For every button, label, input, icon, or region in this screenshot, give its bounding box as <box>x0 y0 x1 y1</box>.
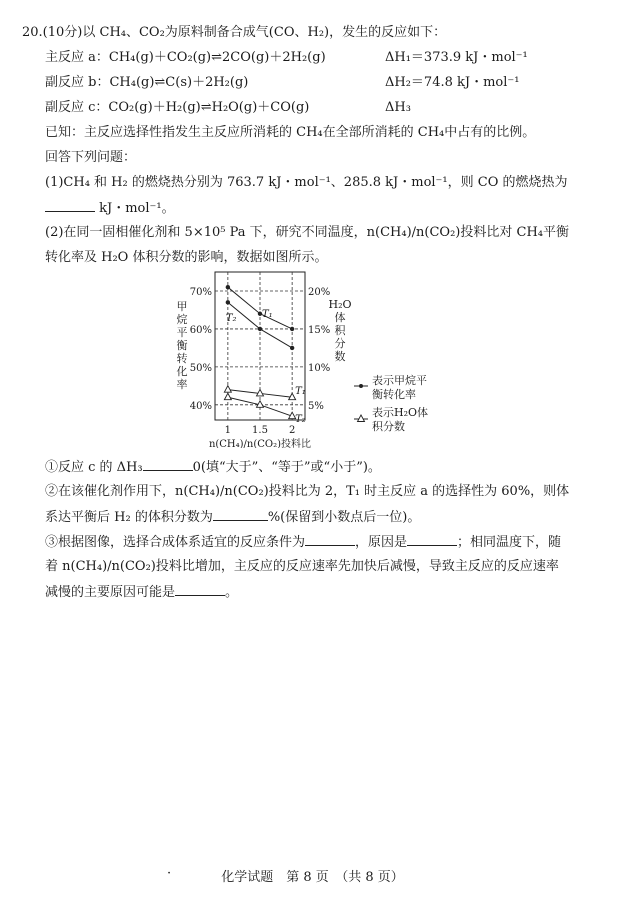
legend-triangle <box>358 415 365 422</box>
data-point <box>226 300 230 304</box>
q1-line1: (1)CH₄ 和 H₂ 的燃烧热分别为 763.7 kJ・mol⁻¹、285.8 kJ・mol⁻¹，则 CO 的燃烧热为 <box>45 175 568 190</box>
page-dot: · <box>167 866 172 881</box>
x-axis-label: n(CH₄)/n(CO₂)投料比 <box>208 439 312 448</box>
q2-line1: (2)在同一固相催化剂和 5×10⁵ Pa 下，研究不同温度，n(CH₄)/n(CO₂)投料比对 CH₄平衡 <box>45 225 569 240</box>
known-note: 已知：主反应选择性指发生主反应所消耗的 CH₄在全部所消耗的 CH₄中占有的比例。 <box>45 125 536 140</box>
answer-blank[interactable] <box>305 533 355 546</box>
right-tick-label: 10% <box>308 362 331 374</box>
answer-blank[interactable] <box>143 458 193 471</box>
series-label: T₁ <box>262 308 273 320</box>
sub2-line2: 系达平衡后 H₂ 的体积分数为 %(保留到小数点后一位)。 <box>45 510 421 525</box>
reaction-a-dh: ΔH₁＝373.9 kJ・mol⁻¹ <box>385 50 528 65</box>
legend-label: 表示甲烷平 <box>372 374 427 387</box>
x-tick-label: 1 <box>224 425 232 436</box>
sub3-line2: 着 n(CH₄)/n(CO₂)投料比增加，主反应的反应速率先加快后减慢，导致主反应的反应速率 <box>45 559 559 574</box>
legend-dot <box>359 384 363 388</box>
left-axis-label-char: 平 <box>176 326 188 339</box>
reaction-a: 主反应 a：CH₄(g)＋CO₂(g)⇌2CO(g)＋2H₂(g) <box>45 50 326 65</box>
page-footer: 化学试题 第 8 页 （共 8 页） <box>221 870 404 885</box>
series-label: T₂ <box>295 414 306 426</box>
right-axis-label-char: 数 <box>334 350 346 363</box>
legend-label: 积分数 <box>372 420 405 433</box>
data-point <box>290 327 294 331</box>
series-label: T₂ <box>225 313 237 325</box>
answer-blank[interactable] <box>213 508 268 521</box>
question-header: 20.(10分)以 CH₄、CO₂为原料制备合成气(CO、H₂)，发生的反应如下： <box>22 25 447 40</box>
legend-label: 表示H₂O体 <box>372 406 429 419</box>
right-axis-label-char: 积 <box>334 324 346 337</box>
left-tick-label: 60% <box>189 324 212 336</box>
answer-blank[interactable] <box>407 533 457 546</box>
reaction-b-dh: ΔH₂＝74.8 kJ・mol⁻¹ <box>385 75 520 90</box>
left-axis-label-char: 化 <box>176 365 188 378</box>
data-point <box>224 386 231 393</box>
sub3-line3: 减慢的主要原因可能是 。 <box>45 585 239 600</box>
left-axis-label-char: 转 <box>176 352 188 365</box>
right-axis-label-char: 分 <box>334 337 346 350</box>
reaction-c: 副反应 c：CO₂(g)＋H₂(g)⇌H₂O(g)＋CO(g) <box>45 100 310 115</box>
data-point <box>224 393 231 400</box>
left-tick-label: 70% <box>189 286 212 298</box>
right-axis-label-char: 体 <box>334 311 346 324</box>
data-point <box>226 285 230 289</box>
x-tick-label: 1.5 <box>252 425 268 436</box>
right-axis-label-char: H₂O <box>328 298 352 311</box>
left-axis-label-char: 衡 <box>176 339 188 352</box>
left-tick-label: 50% <box>189 362 212 374</box>
left-axis-label-char: 甲 <box>176 300 188 313</box>
q1-line2: kJ・mol⁻¹。 <box>45 199 175 218</box>
prompt: 回答下列问题： <box>45 150 137 165</box>
x-tick-label: 2 <box>288 425 296 436</box>
legend-label: 衡转化率 <box>372 388 416 401</box>
right-tick-label: 15% <box>308 324 331 336</box>
left-axis-label-char: 烷 <box>176 313 188 326</box>
answer-blank[interactable] <box>175 583 225 596</box>
data-point <box>258 327 262 331</box>
answer-blank[interactable] <box>45 199 95 212</box>
reaction-b: 副反应 b：CH₄(g)⇌C(s)＋2H₂(g) <box>45 75 249 90</box>
data-point <box>290 346 294 350</box>
sub3-line1: ③根据图像，选择合成体系适宜的反应条件为 ，原因是 ；相同温度下，随 <box>45 535 562 550</box>
reaction-c-dh: ΔH₃ <box>385 100 411 115</box>
equilibrium-chart <box>0 268 625 448</box>
right-tick-label: 20% <box>308 286 331 298</box>
sub2-line1: ②在该催化剂作用下，n(CH₄)/n(CO₂)投料比为 2，T₁ 时主反应 a 的选择性为 60%，则体 <box>45 484 570 499</box>
left-axis-label-char: 率 <box>176 378 188 391</box>
series-label: T₁ <box>295 386 306 398</box>
q2-line2: 转化率及 H₂O 体积分数的影响，数据如图所示。 <box>45 250 328 265</box>
right-tick-label: 5% <box>308 400 324 412</box>
left-tick-label: 40% <box>189 400 212 412</box>
sub1: ①反应 c 的 ΔH₃ 0(填“大于”、“等于”或“小于”)。 <box>45 460 381 475</box>
